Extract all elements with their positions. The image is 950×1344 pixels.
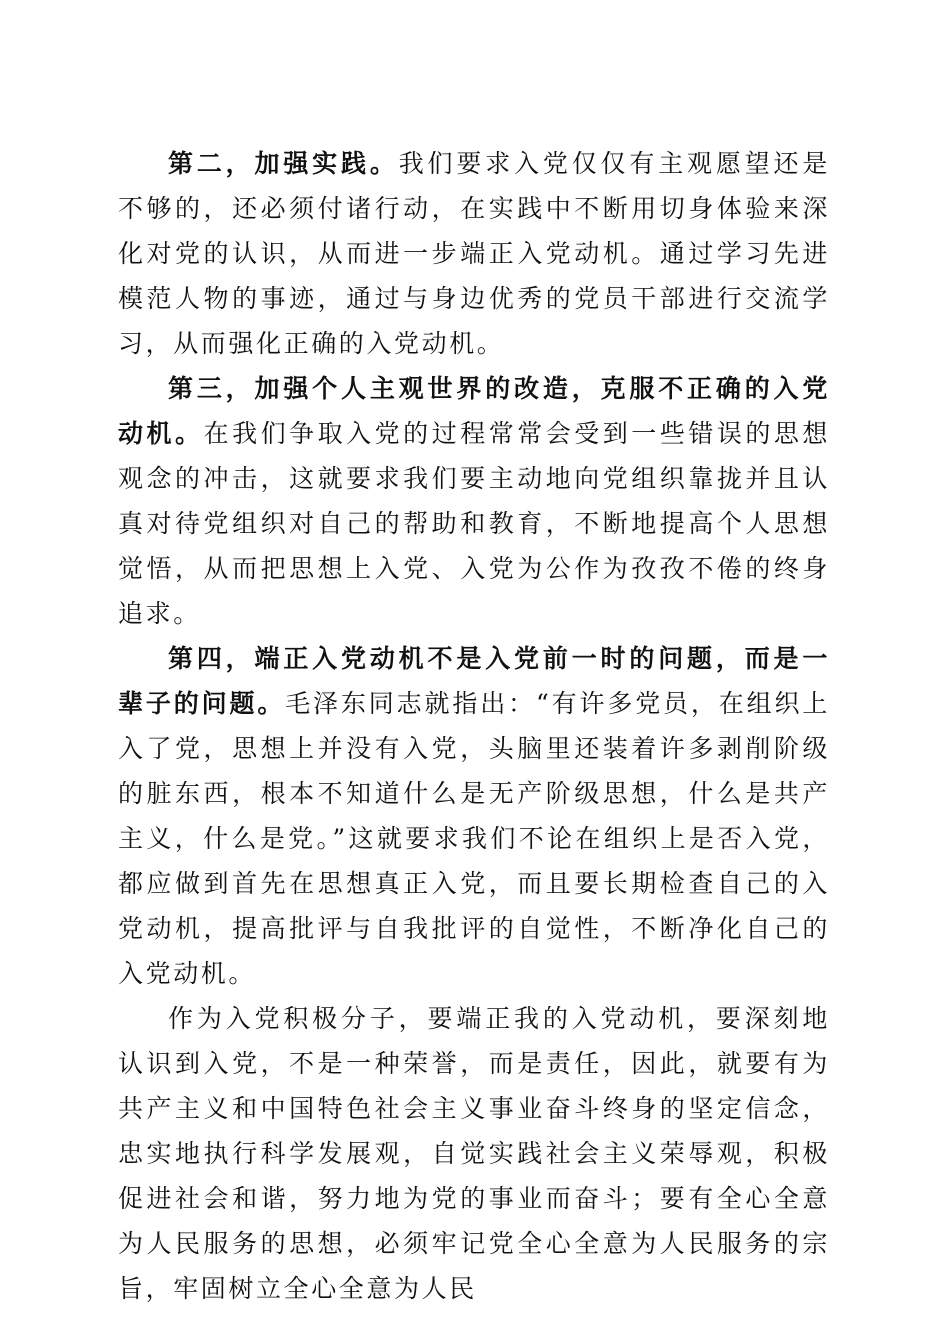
paragraph-heading: 第四，端正入党动机不是入党前一时的问题，而是一辈子的问题。 bbox=[118, 644, 830, 718]
paragraph-lifelong-issue bbox=[118, 636, 830, 996]
document-body bbox=[118, 141, 830, 1311]
paragraph-self-transformation bbox=[118, 366, 830, 636]
paragraph-text: 在我们争取入党的过程常常会受到一些错误的思想观念的冲击，这就要求我们要主动地向党组织靠拢并且认真对待党组织对自己的帮助和教育，不断地提高个人思想觉悟，从而把思想上入党、入党为公作为孜孜不倦的终身追求。 bbox=[118, 419, 831, 628]
paragraph-practice bbox=[118, 141, 830, 366]
paragraph-heading: 第三，加强个人主观世界的改造，克服不正确的入党动机。 bbox=[118, 374, 830, 448]
paragraph-text: 毛泽东同志就指出：“有许多党员，在组织上入了党，思想上并没有入党，头脑里还装着许多剥削阶级的脏东西，根本不知道什么是无产阶级思想，什么是共产主义，什么是党。”这就要求我们不论在组织上是否入党，都应做到首先在思想真正入党，而且要长期检查自己的入党动机，提高批评与自我批评的自觉性，不断净化自己的入党动机。 bbox=[118, 689, 830, 988]
paragraph-heading: 第二，加强实践。 bbox=[168, 149, 399, 178]
paragraph-text: 作为入党积极分子，要端正我的入党动机，要深刻地认识到入党，不是一种荣誉，而是责任，因此，就要有为共产主义和中国特色社会主义事业奋斗终身的坚定信念，忠实地执行科学发展观，自觉实践社会主义荣辱观，积极促进社会和谐，努力地为党的事业而奋斗；要有全心全意为人民服务的思想，必须牢记党全心全意为人民服务的宗旨，牢固树立全心全意为人民 bbox=[118, 1004, 830, 1303]
paragraph-text: 我们要求入党仅仅有主观愿望还是不够的，还必须付诸行动，在实践中不断用切身体验来深化对党的认识，从而进一步端正入党动机。通过学习先进模范人物的事迹，通过与身边优秀的党员干部进行交流学习，从而强化正确的入党动机。 bbox=[118, 149, 830, 358]
paragraph-activist-conclusion bbox=[118, 996, 830, 1311]
